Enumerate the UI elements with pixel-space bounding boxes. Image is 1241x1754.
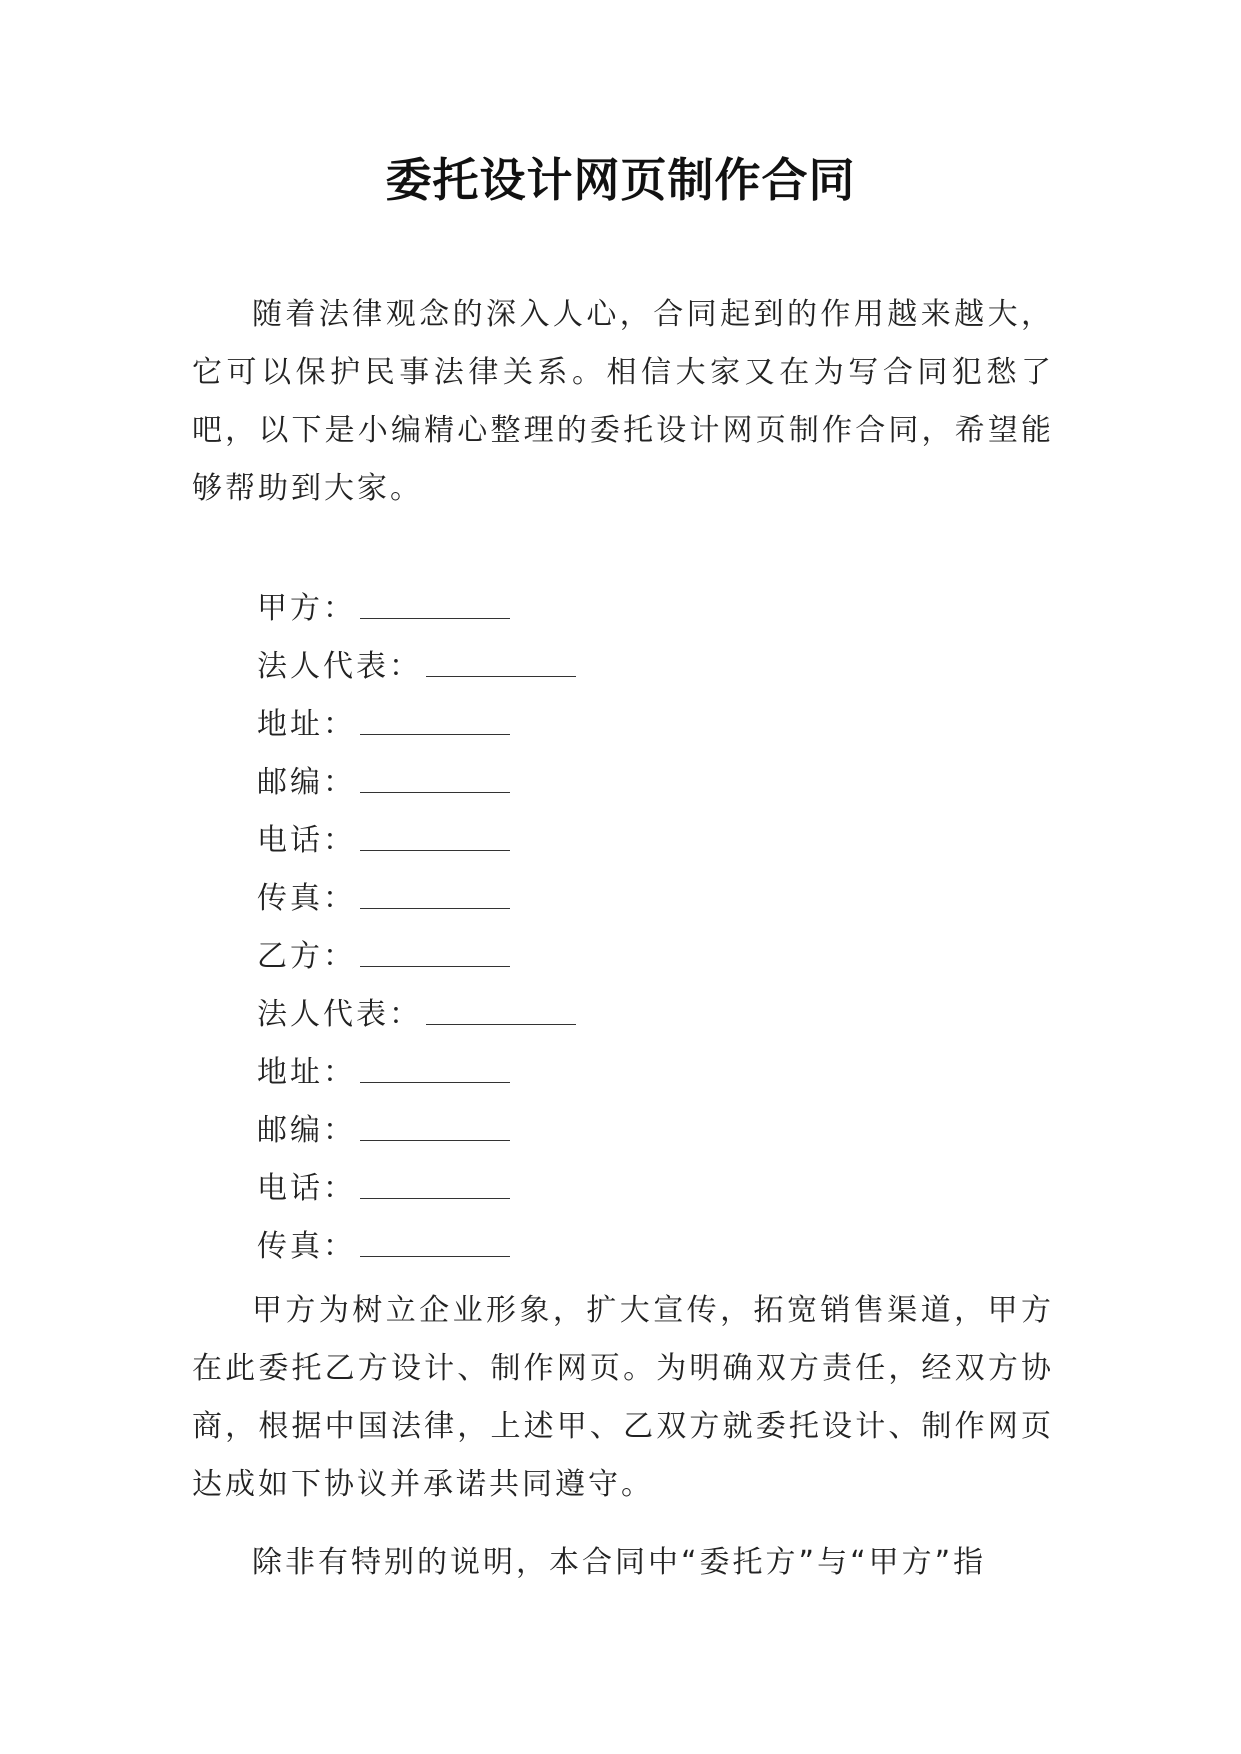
purpose-paragraph: 甲方为树立企业形象，扩大宣传，拓宽销售渠道，甲方在此委托乙方设计、制作网页。为明确双方责任，经双方协商，根据中国法律，上述甲、乙双方就委托设计、制作网页达成如下协议并承诺共同遵守。 [192, 1293, 1054, 1502]
definition-paragraph: 除非有特别的说明，本合同中“委托方”与“甲方”指 [252, 1545, 987, 1580]
field-party-b [257, 928, 576, 986]
field-party-b-address [257, 1044, 576, 1102]
blank-line [360, 1196, 510, 1199]
blank-line [360, 1254, 510, 1257]
field-label: 传真： [257, 881, 356, 916]
field-party-b-legal-rep [257, 986, 576, 1044]
blank-line [360, 964, 510, 967]
party-fields [257, 580, 576, 1276]
blank-line [426, 1022, 576, 1025]
field-label: 甲方： [257, 591, 356, 626]
field-party-b-phone [257, 1160, 576, 1218]
blank-line [360, 790, 510, 793]
blank-line [360, 616, 510, 619]
field-label: 法人代表： [257, 997, 422, 1032]
field-label: 电话： [257, 823, 356, 858]
field-party-a-fax [257, 870, 576, 928]
field-label: 法人代表： [257, 649, 422, 684]
intro-paragraph: 随着法律观念的深入人心，合同起到的作用越来越大，它可以保护民事法律关系。相信大家又在为写合同犯愁了吧，以下是小编精心整理的委托设计网页制作合同，希望能够帮助到大家。 [192, 297, 1054, 506]
field-label: 地址： [257, 707, 356, 742]
field-label: 邮编： [257, 765, 356, 800]
blank-line [426, 674, 576, 677]
field-label: 邮编： [257, 1113, 356, 1148]
field-label: 地址： [257, 1055, 356, 1090]
blank-line [360, 848, 510, 851]
field-label: 传真： [257, 1229, 356, 1264]
field-party-a-address [257, 696, 576, 754]
blank-line [360, 906, 510, 909]
field-label: 乙方： [257, 939, 356, 974]
blank-line [360, 1138, 510, 1141]
blank-line [360, 732, 510, 735]
field-party-a-postcode [257, 754, 576, 812]
field-label: 电话： [257, 1171, 356, 1206]
field-party-a-legal-rep [257, 638, 576, 696]
blank-line [360, 1080, 510, 1083]
field-party-a [257, 580, 576, 638]
document-title: 委托设计网页制作合同 [385, 153, 856, 207]
field-party-a-phone [257, 812, 576, 870]
field-party-b-fax [257, 1218, 576, 1276]
field-party-b-postcode [257, 1102, 576, 1160]
